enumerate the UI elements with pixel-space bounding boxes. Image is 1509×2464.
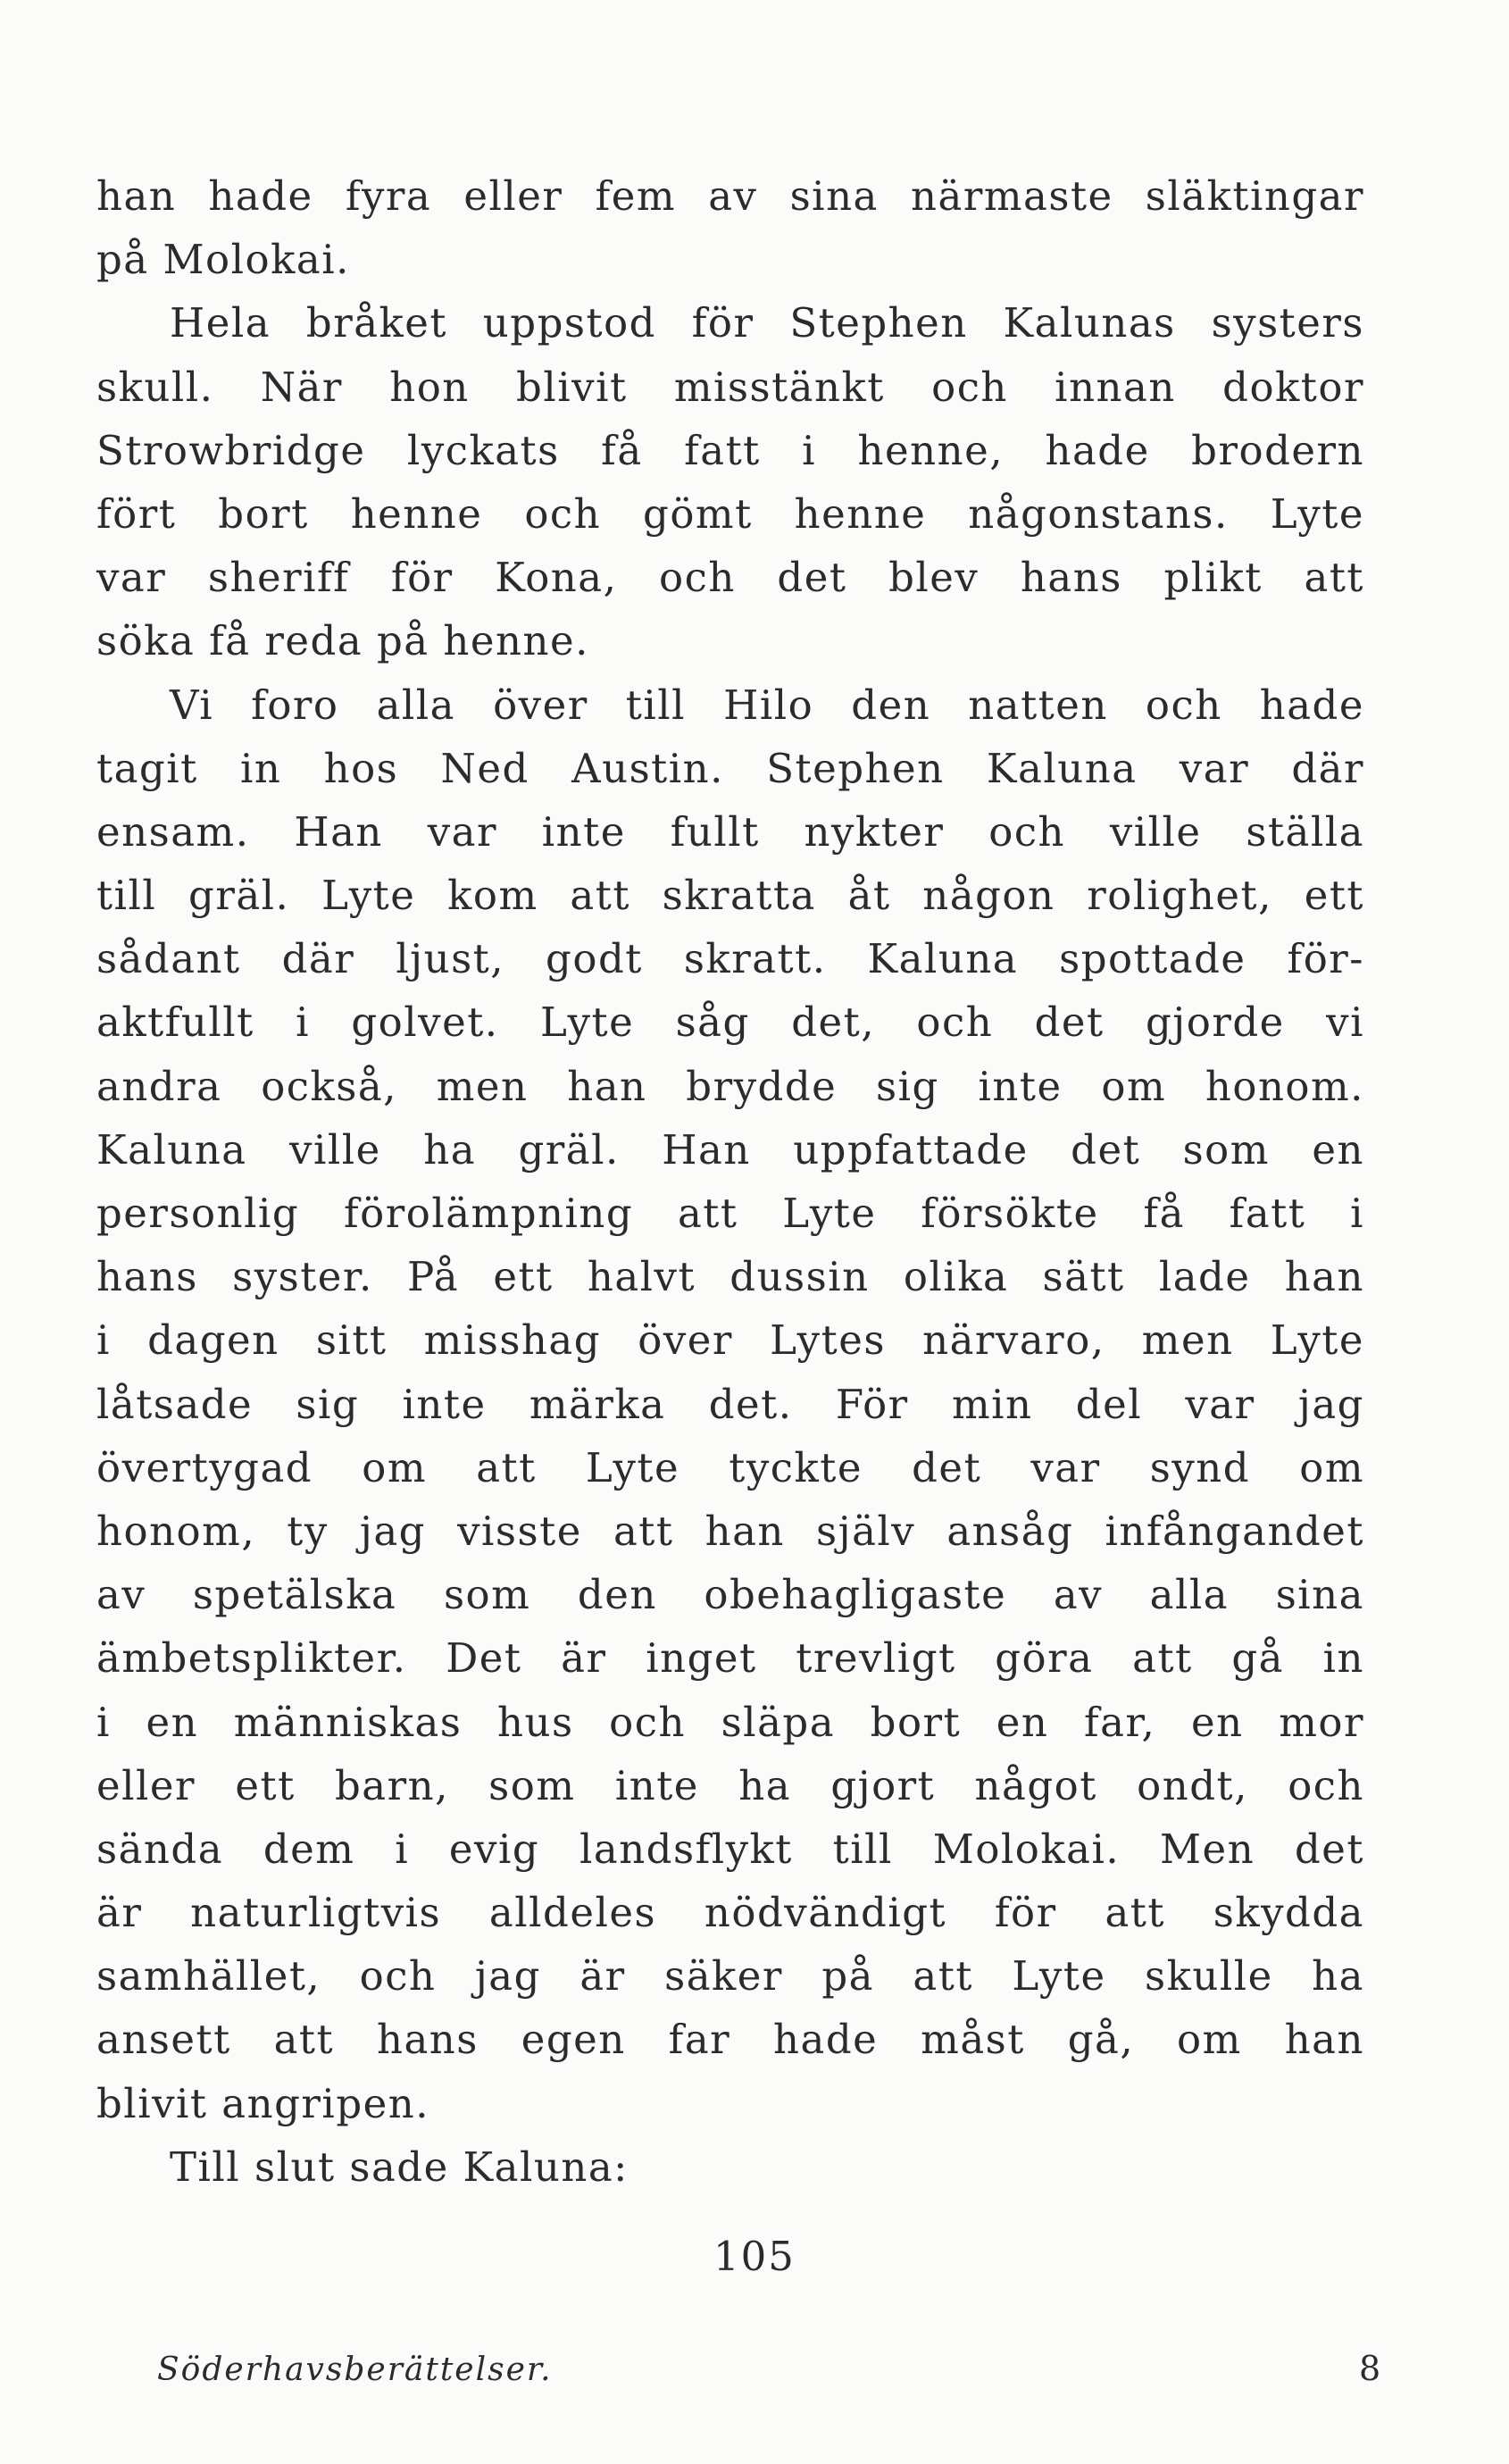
text-line: Vi foro alla över till Hilo den natten och hade	[170, 681, 1364, 729]
text-line: sådant där ljust, godt skratt. Kaluna spottade för-	[96, 935, 1364, 983]
text-line: eller ett barn, som inte ha gjort något ondt, och	[96, 1761, 1364, 1809]
text-line: Strowbridge lyckats få fatt i henne, hade brodern	[96, 426, 1364, 474]
text-line: personlig förolämpning att Lyte försökte få fatt i	[96, 1190, 1364, 1237]
page-number: 105	[713, 2233, 796, 2280]
text-line: var sheriff för Kona, och det blev hans plikt att	[96, 554, 1364, 602]
sheet-mark: 8	[1359, 2349, 1381, 2388]
text-line: han hade fyra eller fem av sina närmaste släktingar	[96, 172, 1364, 220]
text-line: i dagen sitt misshag över Lytes närvaro, men Lyte	[96, 1316, 1364, 1365]
text-line: i en människas hus och släpa bort en far, en mor	[96, 1698, 1364, 1746]
text-line: av spetälska som den obehagligaste av alla sina	[96, 1571, 1364, 1619]
text-line: ämbetsplikter. Det är inget trevligt göra att gå in	[96, 1634, 1364, 1683]
text-line: är naturligtvis alldeles nödvändigt för att skydda	[96, 1889, 1364, 1937]
text-line: honom, ty jag visste att han själv ansåg infångandet	[96, 1507, 1364, 1555]
text-line: Till slut sade Kaluna:	[170, 2142, 629, 2191]
text-line: Hela bråket uppstod för Stephen Kalunas systers	[170, 299, 1364, 347]
body-text	[96, 164, 1364, 2199]
text-line: Kaluna ville ha gräl. Han uppfattade det som en	[96, 1125, 1364, 1174]
text-line: tagit in hos Ned Austin. Stephen Kaluna var där	[96, 744, 1364, 792]
text-line: fört bort henne och gömt henne någonstans. Lyte	[96, 489, 1364, 538]
text-line: blivit angripen.	[96, 2079, 430, 2127]
text-line: skull. När hon blivit misstänkt och innan doktor	[96, 363, 1364, 411]
text-line: andra också, men han brydde sig inte om honom.	[96, 1062, 1364, 1110]
text-line: söka få reda på henne.	[96, 617, 589, 665]
text-line: samhället, och jag är säker på att Lyte skulle ha	[96, 1952, 1364, 2000]
signature-mark: Söderhavsberättelser.	[157, 2351, 553, 2388]
text-line: ensam. Han var inte fullt nykter och ville ställa	[96, 807, 1364, 856]
text-line: aktfullt i golvet. Lyte såg det, och det gjorde vi	[96, 998, 1364, 1047]
text-line: övertygad om att Lyte tyckte det var synd om	[96, 1443, 1364, 1491]
text-line: låtsade sig inte märka det. För min del var jag	[96, 1380, 1364, 1428]
text-line: sända dem i evig landsflykt till Molokai. Men det	[96, 1825, 1364, 1873]
text-line: på Molokai.	[96, 236, 350, 284]
text-line: hans syster. På ett halvt dussin olika sätt lade han	[96, 1253, 1364, 1301]
text-line: ansett att hans egen far hade måst gå, om han	[96, 2016, 1364, 2064]
text-line: till gräl. Lyte kom att skratta åt någon rolighet, ett	[96, 872, 1364, 920]
